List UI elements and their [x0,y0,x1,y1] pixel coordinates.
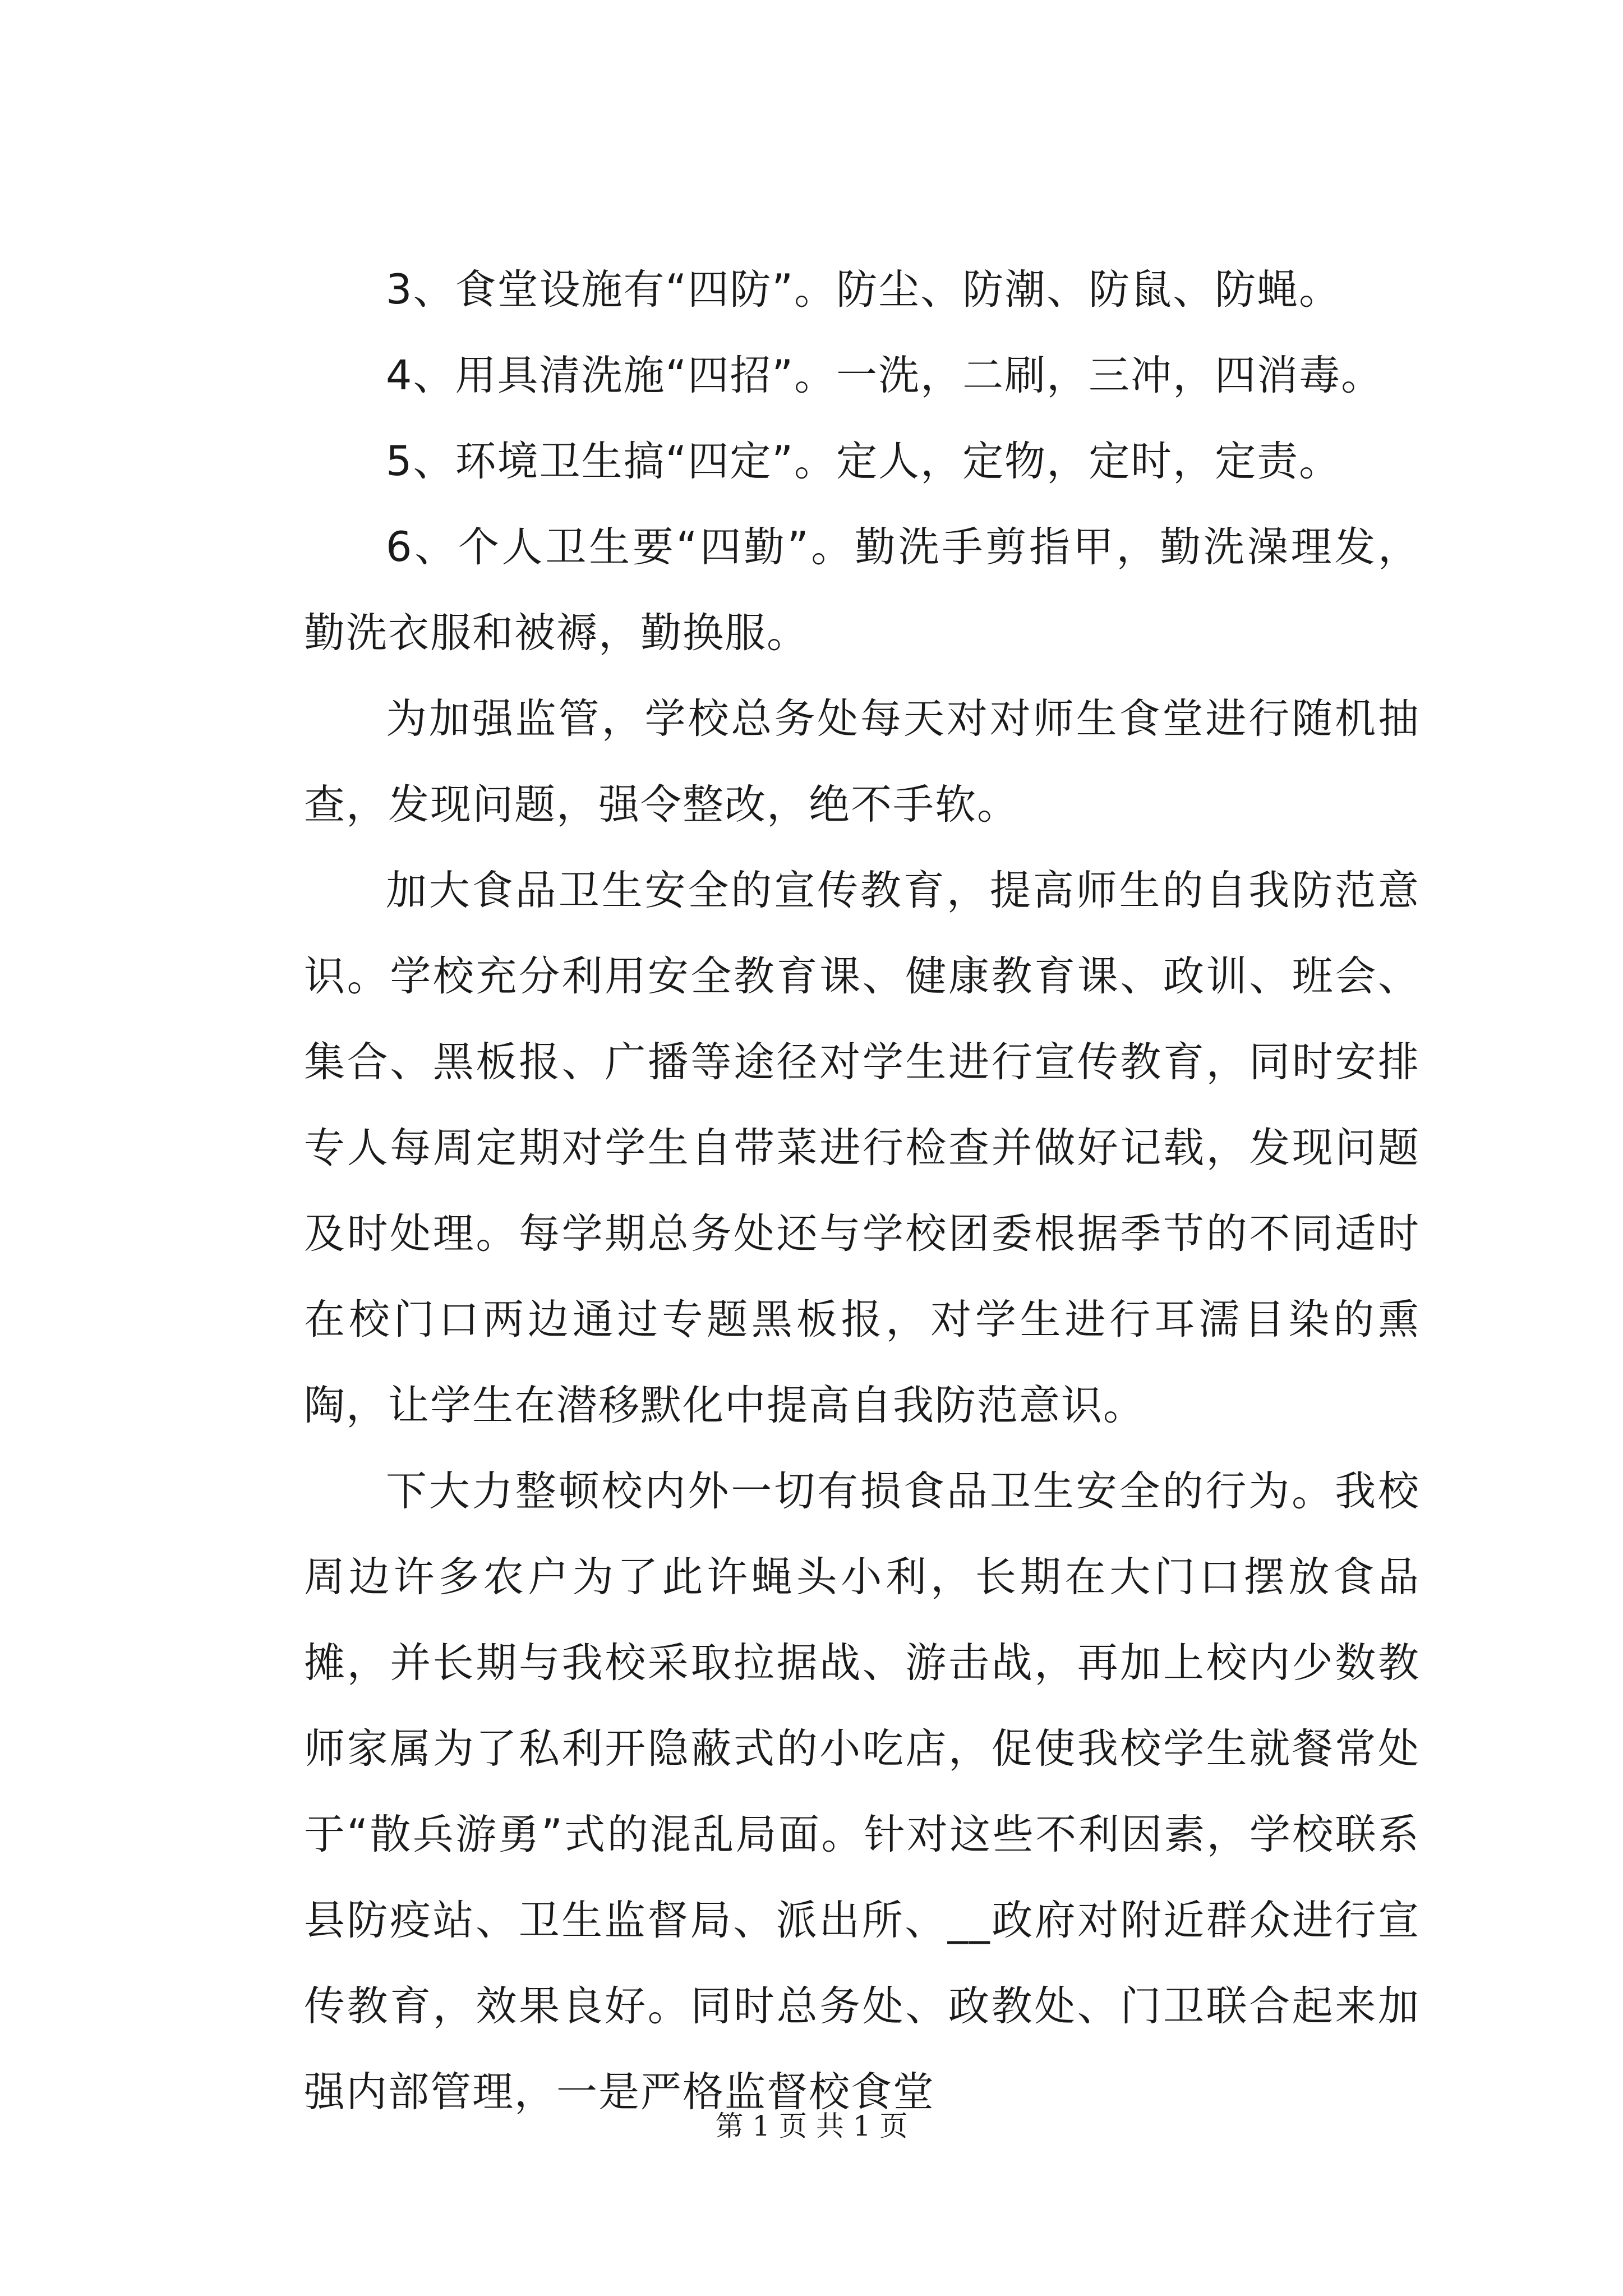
paragraph-item-3: 3、食堂设施有“四防”。防尘、防潮、防鼠、防蝇。 [386,266,1341,314]
document-body [304,247,1420,2135]
paragraph-item-6: 6、个人卫生要“四勤”。勤洗手剪指甲，勤洗澡理发，勤洗衣服和被褥，勤换服。 [304,523,1420,657]
paragraph-item-5: 5、环境卫生搞“四定”。定人，定物，定时，定责。 [386,438,1341,485]
page-footer: 第 1 页 共 1 页 [715,2110,908,2142]
paragraph-rectification: 下大力整顿校内外一切有损食品卫生安全的行为。我校周边许多农户为了此许蝇头小利，长期在大门口摆放食品摊，并长期与我校采取拉据战、游击战，再加上校内少数教师家属为了私利开隐蔽式的小吃店，促使我校学生就餐常处于“散兵游勇”式的混乱局面。针对这些不利因素，学校联系县防疫站、卫生监督局、派出所、__政府对附近群众进行宣传教育，效果良好。同时总务处、政教处、门卫联合起来加强内部管理，一是严格监督校食堂 [304,1467,1420,2116]
paragraph-item-4: 4、用具清洗施“四招”。一洗，二刷，三冲，四消毒。 [386,352,1384,399]
paragraph-supervision: 为加强监管，学校总务处每天对对师生食堂进行随机抽查，发现问题，强令整改，绝不手软。 [304,695,1420,829]
paragraph-education: 加大食品卫生安全的宣传教育，提高师生的自我防范意识。学校充分利用安全教育课、健康教育课、政训、班会、集合、黑板报、广播等途径对学生进行宣传教育，同时安排专人每周定期对学生自带菜进行检查并做好记载，发现问题及时处理。每学期总务处还与学校团委根据季节的不同适时在校门口两边通过专题黑板报，对学生进行耳濡目染的熏陶，让学生在潜移默化中提高自我防范意识。 [304,867,1420,1429]
